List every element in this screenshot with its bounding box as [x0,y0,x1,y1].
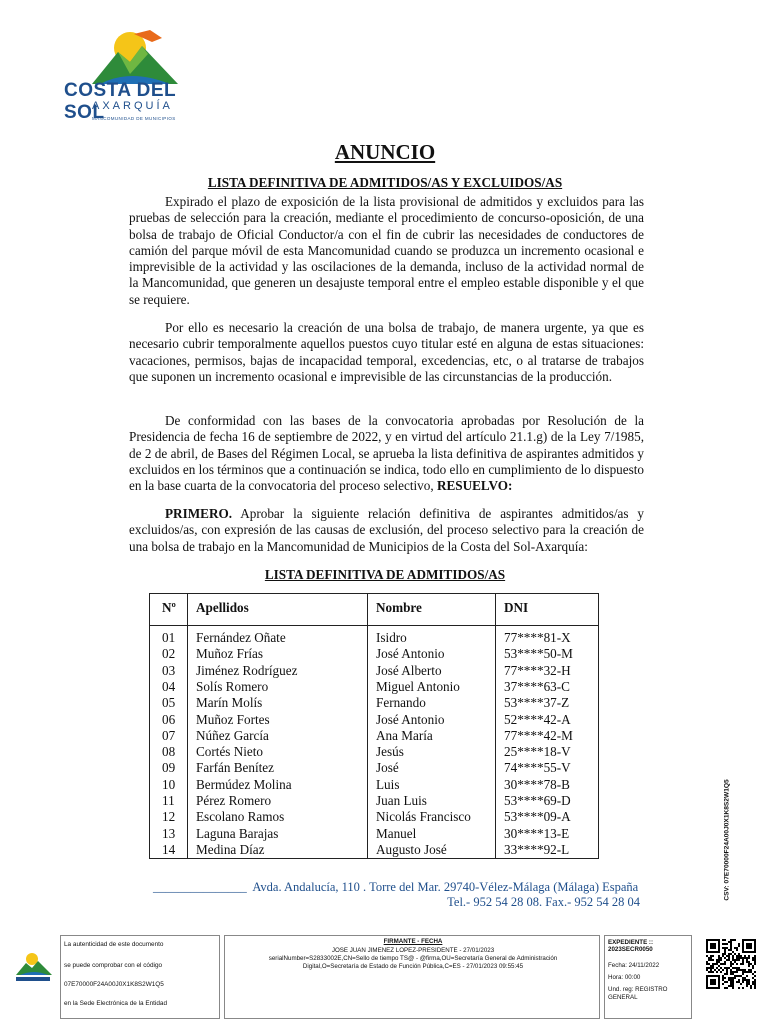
cell-number: 09 [162,760,176,776]
csv-code: CSV: 07E70000F24A00J0X1K8S2W1Q5 [723,779,731,901]
cell-dni: 53****50-M [504,646,573,662]
expediente-label: EXPEDIENTE :: [608,939,654,946]
small-logo-icon [14,951,54,985]
expedient-info [604,935,692,1019]
cell-dni: 25****18-V [504,744,571,760]
paragraph-3 [129,413,644,494]
cell-name: Jesús [376,744,404,760]
resolution-keyword: RESUELVO: [436,478,513,494]
cell-number: 08 [162,744,176,760]
paragraph-1: Expirado el plazo de exposición de la lista provisional de admitidos y excluidos para las pruebas de selección para la creación, mediante el procedimiento de concurso-oposición, de una bolsa de trabajo de Oficial Conductor/a con el fin de cubrir las necesidades de conductores de camión del parque móvil de esta Mancomunidad cuando se produzca un incremento ocasional e imprevisible de la actividad y las oscilaciones de la demanda, incluso de la actividad normal de la Mancomunidad, que generen un desajuste temporal entre el empleo estable disponible y el que se requiere. [129,194,644,307]
cell-name: José [376,760,399,776]
cell-dni: 53****69-D [504,793,571,808]
logo-name: COSTA DEL SOL [64,80,176,123]
cell-dni: 37****63-C [504,678,570,694]
signer-detail-1: serialNumber=S2833002E,CN=Sello de tiempo TS@ - @firma,OU=Secretaría General de Administración [268,955,558,962]
cell-dni: 30****78-B [504,776,570,792]
table-row [150,809,598,825]
auth-code: 07E70000F24A00J0X1K8S2W1Q5 [64,981,164,988]
table-row [150,793,598,809]
cell-number: 02 [162,646,176,662]
header-surnames: Apellidos [196,600,249,615]
cell-surnames: Cortés Nieto [196,744,264,760]
cell-name: José Antonio [376,711,445,727]
cell-surnames: Medina Díaz [196,841,265,857]
expediente-value: 2023SECR0050 [608,946,653,953]
cell-surnames: Muñoz Frías [196,646,264,662]
cell-number: 07 [162,727,176,743]
logo-region: AXARQUÍA [92,100,173,112]
document-subtitle: LISTA DEFINITIVA DE ADMITIDOS/AS Y EXCLUIDOS/AS [207,175,563,190]
cell-surnames: Pérez Romero [196,793,272,808]
paragraph-4-text: Aprobar la siguiente relación definitiva de aspirantes admitidos/as y excluidos/as, con expresión de las causas de exclusión, del proceso selectivo para la creación de una bolsa de trabajo en la Mancomunidad de Municipios de la Costa del Sol-Axarquía: [129,506,644,554]
cell-surnames: Núñez García [196,727,269,743]
paragraph-4 [129,506,644,555]
verification-box [12,935,757,1019]
table-row [150,760,598,776]
header-number: Nº [162,600,176,615]
cell-number: 03 [162,662,176,678]
cell-surnames: Farfán Benítez [196,760,274,776]
cell-dni: 53****09-A [504,809,571,825]
table-row [150,630,598,646]
qr-code-icon [706,939,756,989]
table-header [150,594,598,626]
cell-name: Luis [376,776,400,792]
header-dni: DNI [504,600,529,615]
cell-name: Miguel Antonio [376,678,460,694]
registry-date: Fecha: 24/11/2022 [608,962,660,969]
table-row [150,728,598,744]
cell-number: 06 [162,711,176,727]
table-row [150,646,598,662]
cell-name: Nicolás Francisco [376,809,471,825]
footer-address: Avda. Andalucía, 110 . Torre del Mar. 29740-Vélez-Málaga (Málaga) España [252,880,639,894]
paragraph-3-text: De conformidad con las bases de la convocatoria aprobadas por Resolución de la Presidencia de fecha 16 de septiembre de 2022, y en virtud del artículo 21.1.g) de la Ley 7/1985, de 2 de abril, de Bases del Régimen Local, se aprueba la lista definitiva de aspirantes admitidos y excluidos en los términos que a continuación se indica, todo ello en cumplimiento de lo dispuesto en la base cuarta de la convocatoria del proceso selectivo, [129,413,644,494]
table-row [150,777,598,793]
logo-org: MANCOMUNIDAD DE MUNICIPIOS [92,116,176,121]
cell-number: 11 [162,793,175,808]
cell-name: Augusto José [376,841,447,857]
cell-number: 05 [162,695,176,711]
footer-underline: _______________ [153,880,247,894]
cell-dni: 53****37-Z [504,695,570,711]
footer-address-line [153,880,638,895]
organization-logo [62,28,212,128]
cell-dni: 77****42-M [504,727,573,743]
auth-line-4: en la Sede Electrónica de la Entidad [64,1000,168,1007]
cell-dni: 77****81-X [504,630,571,645]
authenticity-info [60,935,220,1019]
cell-name: Ana María [376,727,433,743]
cell-surnames: Muñoz Fortes [196,711,270,727]
admitted-table [149,593,599,859]
table-row [150,663,598,679]
auth-line-1: La autenticidad de este documento [64,941,164,948]
registry-time: Hora: 00:00 [608,974,641,981]
signer-name: JOSE JUAN JIMENEZ LOPEZ-PRESIDENTE - 27/01/2023 [331,947,495,954]
signer-header: FIRMANTE - FECHA [383,938,443,945]
cell-name: Manuel [376,825,417,841]
table-row [150,842,598,858]
cell-name: José Alberto [376,662,442,678]
signer-info [224,935,600,1019]
cell-number: 13 [162,825,176,841]
signer-detail-2: Digital,O=Secretaría de Estado de Función Pública,C=ES - 27/01/2023 09:55:45 [302,963,524,970]
footer-phone: Tel.- 952 54 28 08. Fax.- 952 54 28 04 [447,895,640,909]
cell-surnames: Bermúdez Molina [196,776,292,792]
cell-number: 12 [162,809,176,825]
header-name: Nombre [376,600,422,615]
first-point-label: PRIMERO. [165,506,233,521]
cell-dni: 30****13-E [504,825,570,841]
cell-number: 04 [162,678,176,694]
sun-mountain-icon [90,28,180,86]
cell-number: 10 [162,776,176,792]
list-title: LISTA DEFINITIVA DE ADMITIDOS/AS [264,567,506,582]
cell-surnames: Laguna Barajas [196,825,279,841]
table-row [150,826,598,842]
cell-surnames: Solís Romero [196,678,269,694]
cell-number: 01 [162,630,176,645]
auth-line-2: se puede comprobar con el código [64,962,163,969]
cell-dni: 33****92-L [504,841,570,857]
document-title: ANUNCIO [334,140,436,164]
cell-dni: 77****32-H [504,662,571,678]
cell-name: José Antonio [376,646,445,662]
cell-number: 14 [162,841,176,857]
table-row [150,679,598,695]
table-row [150,744,598,760]
cell-name: Isidro [376,630,407,645]
table-row [150,695,598,711]
cell-surnames: Fernández Oñate [196,630,286,645]
cell-dni: 52****42-A [504,711,571,727]
cell-name: Juan Luis [376,793,427,808]
cell-dni: 74****55-V [504,760,571,776]
table-row [150,712,598,728]
cell-surnames: Escolano Ramos [196,809,285,825]
registry-unit: Und. reg: REGISTRO GENERAL [608,986,668,1001]
cell-name: Fernando [376,695,426,711]
csv-side-label [715,760,739,920]
paragraph-2: Por ello es necesario la creación de una bolsa de trabajo, de manera urgente, ya que es necesario cubrir temporalmente aquellos puestos cuyo titular esté en alguna de estas situaciones: vacaciones, permisos, bajas de incapacidad temporal, excedencias, etc, o al tratarse de trabajos que suponen un incremento ocasional e imprevisible de las circunstancias de la producción. [129,320,644,384]
cell-surnames: Marín Molís [196,695,263,711]
cell-surnames: Jiménez Rodríguez [196,662,298,678]
